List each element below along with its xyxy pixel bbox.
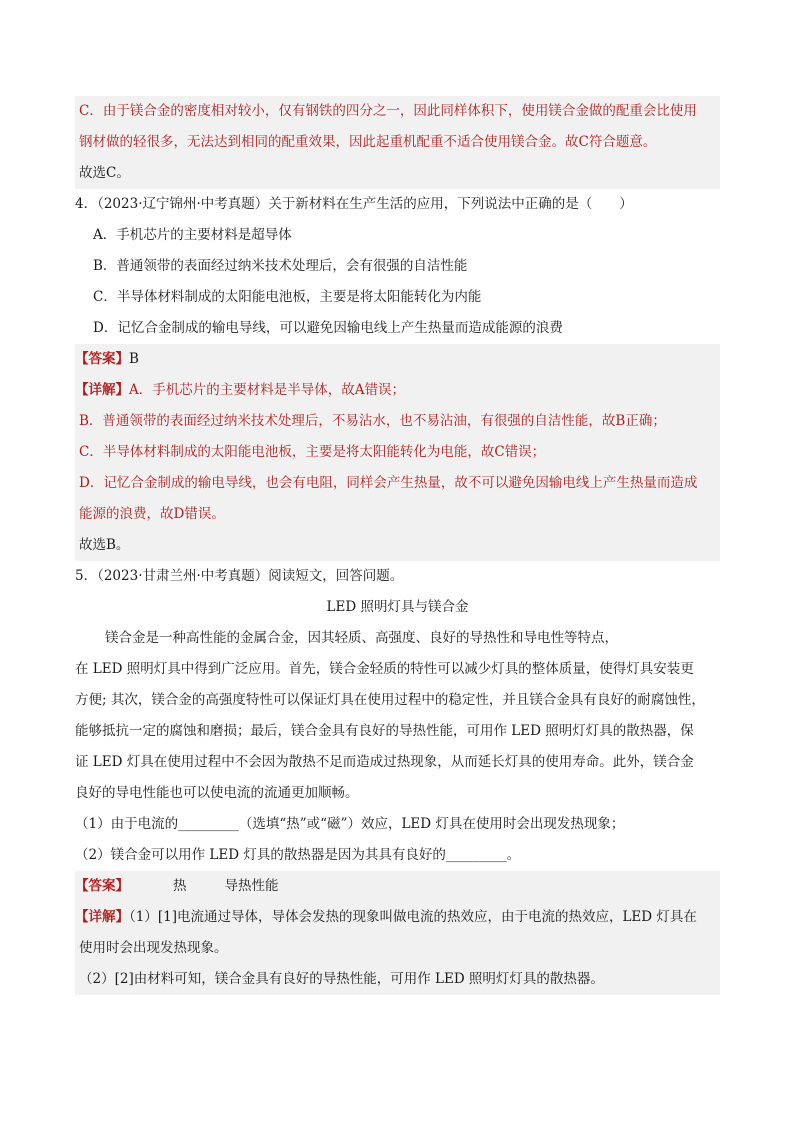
- q5-passage-line-3: 方便; 其次，镁合金的高强度特性可以保证灯具在使用过程中的稳定性，并且镁合金具有良好的耐腐蚀性，: [75, 692, 705, 708]
- q5-answer-label: 【答案】: [75, 878, 129, 894]
- q5-passage-line-4: 能够抵抗一定的腐蚀和磨损；最后，镁合金具有良好的导热性能，可用作 LED 照明灯灯具的散热器，保: [75, 723, 694, 739]
- q4-option-a: A．手机芯片的主要材料是超导体: [93, 227, 292, 243]
- q5-subquestion-2: （2）镁合金可以用作 LED 灯具的散热器是因为其具有良好的_________。: [75, 847, 521, 863]
- q5-passage-line-1: 镁合金是一种高性能的金属合金，因其轻质、高强度、良好的导热性和导电性等特点，: [105, 630, 618, 646]
- q5-detail-1: [75, 902, 720, 933]
- q5-detail-label: 【详解】: [75, 909, 129, 925]
- q5-passage-line-6: 良好的导电性能也可以使电流的流通更加顺畅。: [75, 785, 359, 801]
- q5-answer-2: 导热性能: [224, 878, 279, 894]
- q4-stem: 4．（2023·辽宁锦州·中考真题）关于新材料在生产生活的应用，下列说法中正确的是（ ）: [75, 196, 633, 212]
- prev-answer-line-2: 钢材做的轻很多，无法达到相同的配重效果，因此起重机配重不适合使用镁合金。故C符合题意。: [75, 127, 720, 158]
- q5-detail-1-cont: 使用时会出现发热现象。: [75, 933, 720, 964]
- q5-answer: [75, 871, 720, 902]
- prev-answer-conclusion: 故选C。: [75, 158, 720, 189]
- q5-detail-1-text: （1）[1]电流通过导体，导体会发热的现象叫做电流的热效应，由于电流的热效应，LED 灯具在: [129, 909, 697, 925]
- q4-detail-a-text: A．手机芯片的主要材料是半导体，故A错误；: [129, 382, 405, 398]
- q4-detail-d-1: D．记忆合金制成的输电导线，也会有电阻，同样会产生热量，故不可以避免因输电线上产生热量而造成: [75, 468, 720, 499]
- content-area: [75, 96, 720, 995]
- q5-passage-title: LED 照明灯具与镁合金: [326, 599, 469, 615]
- q5-subquestion-1: （1）由于电流的_________（选填“热”或“磁”）效应，LED 灯具在使用时会出现发热现象；: [75, 816, 625, 832]
- q4-option-c: C．半导体材料制成的太阳能电池板，主要是将太阳能转化为内能: [93, 289, 482, 305]
- q4-answer: [75, 344, 720, 375]
- prev-answer-line-1: C．由于镁合金的密度相对较小，仅有钢铁的四分之一，因此同样体积下，使用镁合金做的配重会比使用: [75, 96, 720, 127]
- q4-answer-label: 【答案】: [75, 351, 129, 367]
- q5-stem: 5．（2023·甘肃兰州·中考真题）阅读短文，回答问题。: [75, 568, 404, 584]
- q4-option-d: D．记忆合金制成的输电导线，可以避免因输电线上产生热量而造成能源的浪费: [93, 320, 563, 336]
- q4-option-b: B．普通领带的表面经过纳米技术处理后，会有很强的自洁性能: [93, 258, 468, 274]
- q5-passage-line-2: 在 LED 照明灯具中得到广泛应用。首先，镁合金轻质的特性可以减少灯具的整体质量，使得灯具安装更: [75, 661, 694, 677]
- q4-conclusion: 故选B。: [75, 530, 720, 561]
- q5-passage-line-5: 证 LED 灯具在使用过程中不会因为散热不足而造成过热现象，从而延长灯具的使用寿命。此外，镁合金: [75, 754, 694, 770]
- q4-detail-a: [75, 375, 720, 406]
- q4-answer-value: B: [129, 351, 139, 367]
- q5-detail-2: （2）[2]由材料可知，镁合金具有良好的导热性能，可用作 LED 照明灯灯具的散热器。: [75, 964, 720, 995]
- q4-detail-c: C．半导体材料制成的太阳能电池板，主要是将太阳能转化为电能，故C错误；: [75, 437, 720, 468]
- q4-detail-label: 【详解】: [75, 382, 129, 398]
- q5-answer-1: 热: [173, 878, 187, 894]
- q4-detail-b: B．普通领带的表面经过纳米技术处理后，不易沾水，也不易沾油，有很强的自洁性能，故B正确；: [75, 406, 720, 437]
- q4-detail-d-2: 能源的浪费，故D错误。: [75, 499, 720, 530]
